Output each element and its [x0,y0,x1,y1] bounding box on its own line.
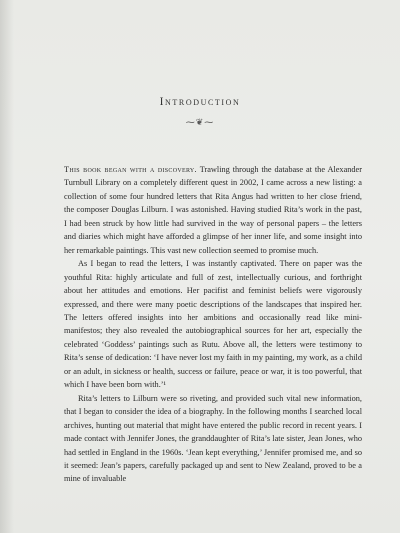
paragraph-1 [64,163,362,257]
paragraph-3 [64,392,362,486]
ornament-icon: ⁓❦⁓ [185,118,215,128]
paragraph-3-text: Rita’s letters to Lilburn were so riveting, and provided such vital new information, that I began to consider the idea of a biography. In the following months I searched local archives, hunting out material that might have entered the public record in recent years. I made contact with Jennifer Jones, the granddaughter of Rita’s late sister, Jean Jones, who had settled in England in the 1960s. ‘Jean kept everything,’ Jennifer promised me, and so it seemed: Jean’s papers, carefully packaged up and sent to New Zealand, proved to be a mine of invaluable [64,393,362,484]
chapter-heading: Introduction [159,96,241,108]
paragraph-2 [64,257,362,392]
paragraph-1-lead: This book began with a discovery. [64,165,197,174]
page-gutter-shadow [0,0,14,533]
paragraph-1-text: Trawling through the database at the Alexander Turnbull Library on a completely different quest in 2002, I came across a new listing: a collection of some four hundred letters that Rita Angus had written to her close friend, the composer Douglas Lilburn. I was astonished. Having studied Rita’s work in the past, I had been struck by how little had survived in the way of personal papers – the letters and diaries which might have afforded a glimpse of her inner life, and some insight into her remarkable paintings. This vast new collection seemed to promise much. [64,165,363,255]
paragraph-2-text: As I began to read the letters, I was instantly captivated. There on paper was the youthful Rita: highly articulate and full of zest, intellectually curious, and forthright about her attitudes and emotions. Her pacifist and feminist beliefs were vigorously expressed, and there were many poetic descriptions of the landscapes that inspired her. The letters offered insights into her ambitions and occasionally read like mini-manifestos; they also revealed the autobiographical sources for her art, especially the celebrated ‘Goddess’ paintings such as Rutu. Above all, the letters were testimony to Rita’s sense of dedication: ‘I have never lost my faith in my painting, my work, as a child or an adult, in sickness or health, success or failure, peace or war, it is too powerful, that which I have been born with.’¹ [64,259,362,390]
body-text [64,163,362,486]
